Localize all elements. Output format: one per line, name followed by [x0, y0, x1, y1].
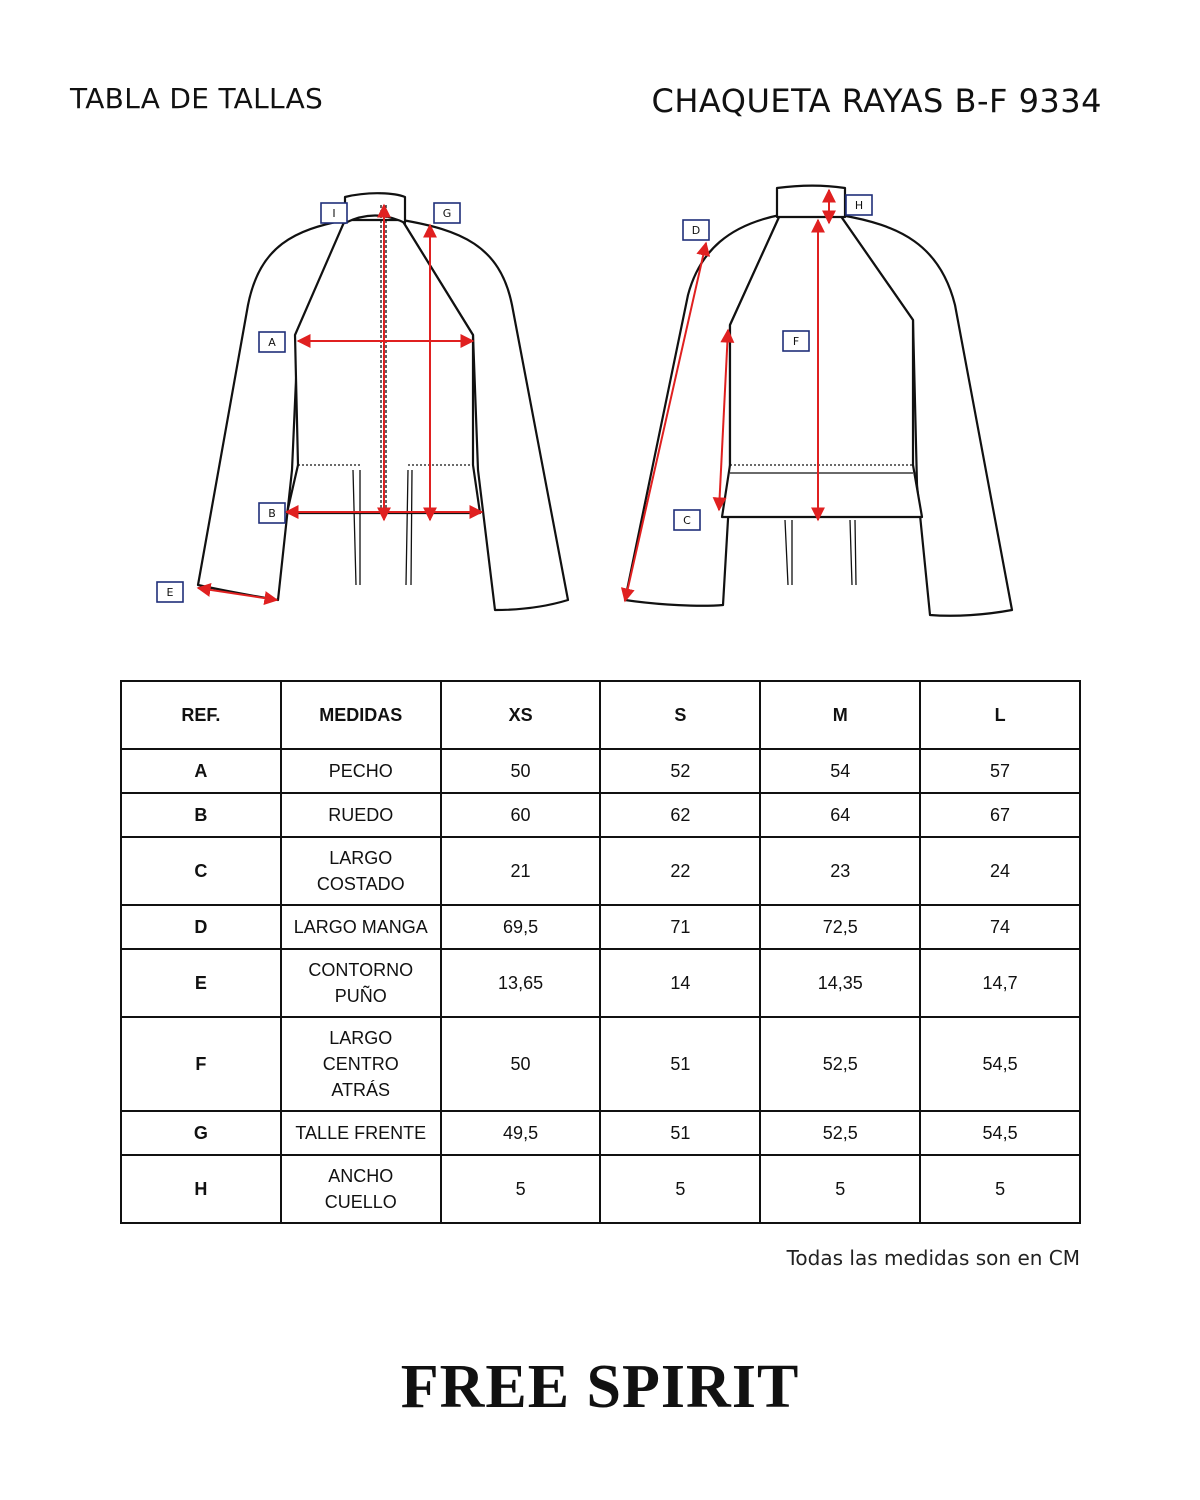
cell-s: 52 — [600, 749, 760, 793]
size-table-header-row — [121, 681, 1080, 749]
label-D-text: D — [691, 224, 701, 237]
cell-medida: LARGO COSTADO — [281, 837, 441, 905]
table-row — [121, 905, 1080, 949]
cell-ref: C — [121, 837, 281, 905]
label-G — [434, 203, 460, 223]
cell-medida: LARGO MANGA — [281, 905, 441, 949]
cell-s: 5 — [600, 1155, 760, 1223]
label-B-text: B — [268, 507, 276, 520]
label-H-text: H — [854, 199, 864, 212]
cell-s: 14 — [600, 949, 760, 1017]
cell-medida: LARGO CENTRO ATRÁS — [281, 1017, 441, 1111]
table-row — [121, 793, 1080, 837]
cell-ref: D — [121, 905, 281, 949]
cell-medida: TALLE FRENTE — [281, 1111, 441, 1155]
label-A-text: A — [268, 336, 276, 349]
cell-l: 67 — [920, 793, 1080, 837]
header-l: L — [920, 681, 1080, 749]
cell-l: 54,5 — [920, 1111, 1080, 1155]
garment-technical-drawings — [140, 175, 1070, 635]
cell-m: 54 — [760, 749, 920, 793]
header-s: S — [600, 681, 760, 749]
label-I-text: I — [332, 207, 336, 220]
label-F-text: F — [792, 335, 800, 348]
cell-s: 51 — [600, 1017, 760, 1111]
cell-s: 22 — [600, 837, 760, 905]
cell-ref: H — [121, 1155, 281, 1223]
size-table — [120, 680, 1081, 1224]
cell-medida: CONTORNO PUÑO — [281, 949, 441, 1017]
cell-l: 5 — [920, 1155, 1080, 1223]
cell-m: 52,5 — [760, 1017, 920, 1111]
cell-s: 62 — [600, 793, 760, 837]
header-ref: REF. — [121, 681, 281, 749]
cell-medida: RUEDO — [281, 793, 441, 837]
cell-xs: 5 — [441, 1155, 601, 1223]
cell-ref: A — [121, 749, 281, 793]
cell-m: 52,5 — [760, 1111, 920, 1155]
cell-xs: 50 — [441, 749, 601, 793]
back-view-drawing — [625, 186, 1012, 616]
product-title: CHAQUETA RAYAS B-F 9334 — [651, 82, 1102, 120]
cell-xs: 13,65 — [441, 949, 601, 1017]
label-B — [259, 503, 285, 523]
cell-xs: 60 — [441, 793, 601, 837]
cell-ref: B — [121, 793, 281, 837]
header-medidas: MEDIDAS — [281, 681, 441, 749]
table-row — [121, 837, 1080, 905]
front-view-drawing — [157, 193, 568, 610]
table-row — [121, 749, 1080, 793]
cell-medida: PECHO — [281, 749, 441, 793]
label-F — [783, 331, 809, 351]
header-xs: XS — [441, 681, 601, 749]
cell-m: 64 — [760, 793, 920, 837]
table-row — [121, 949, 1080, 1017]
label-E-text: E — [166, 586, 174, 599]
label-A — [259, 332, 285, 352]
cell-l: 57 — [920, 749, 1080, 793]
label-H — [846, 195, 872, 215]
cell-m: 5 — [760, 1155, 920, 1223]
cell-l: 14,7 — [920, 949, 1080, 1017]
cell-l: 24 — [920, 837, 1080, 905]
header-m: M — [760, 681, 920, 749]
cell-l: 54,5 — [920, 1017, 1080, 1111]
label-D — [683, 220, 709, 240]
cell-ref: E — [121, 949, 281, 1017]
cell-m: 23 — [760, 837, 920, 905]
table-row — [121, 1111, 1080, 1155]
size-chart-title: TABLA DE TALLAS — [70, 82, 324, 115]
table-row — [121, 1155, 1080, 1223]
cell-s: 51 — [600, 1111, 760, 1155]
cell-l: 74 — [920, 905, 1080, 949]
cell-m: 72,5 — [760, 905, 920, 949]
label-G-text: G — [442, 207, 452, 220]
cell-s: 71 — [600, 905, 760, 949]
cell-xs: 21 — [441, 837, 601, 905]
units-note: Todas las medidas son en CM — [786, 1246, 1080, 1270]
cell-xs: 49,5 — [441, 1111, 601, 1155]
label-C-text: C — [683, 514, 691, 527]
brand-logo-text: FREE SPIRIT — [400, 1353, 800, 1421]
cell-medida: ANCHO CUELLO — [281, 1155, 441, 1223]
cell-xs: 69,5 — [441, 905, 601, 949]
cell-m: 14,35 — [760, 949, 920, 1017]
label-E — [157, 582, 183, 602]
label-I — [321, 203, 347, 223]
cell-ref: G — [121, 1111, 281, 1155]
table-row — [121, 1017, 1080, 1111]
label-C — [674, 510, 700, 530]
cell-xs: 50 — [441, 1017, 601, 1111]
cell-ref: F — [121, 1017, 281, 1111]
